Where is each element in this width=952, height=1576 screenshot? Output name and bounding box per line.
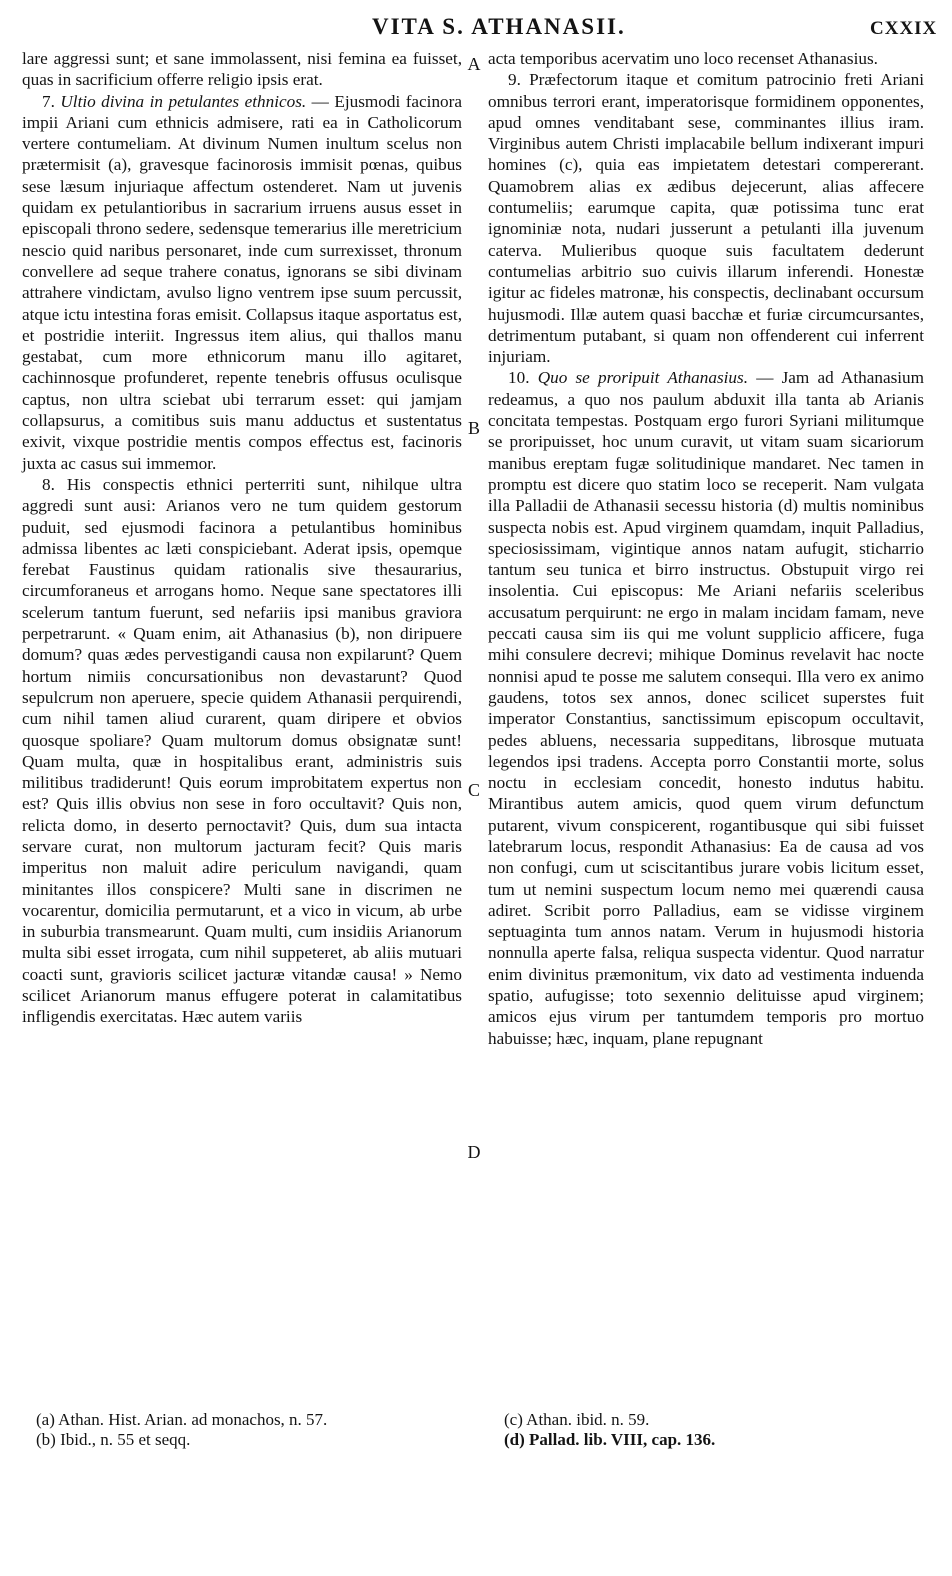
- paragraph-7: [22, 91, 462, 474]
- paragraph-body: — Jam ad Athanasium redeamus, a quo nos paulum abduxit illa tanta ab Arianis concitata tempestas. Postquam ergo furori Syriani militumque se proripuisset, hoc unum curavit, ut vitam suam sicariorum manibus ereptam fugæ solitudinique mandaret. Nec tamen in promptu est dicere quo statim loco se receperit. Nam vulgata illa Palladii de Athanasii secessu historia (d) multis nominibus suspecta nobis est. Apud virginem quamdam, inquit Palladius, speciosissimam, vigintique annos natam aufugit, sticharrio tantum seu tunica et birro instructus. Obstupuit virgo rei insolentia. Cui episcopus: Me Ariani nefariis sceleribus accusatum perquirunt: ne ergo in malam incidam famam, neve peccati causa sim iis qui me volunt supplicio afficere, fuga mihi consulere decrevi; mihique Dominus revelavit hac nocte nonnisi apud te posse me salutem consequi. Illa vero ex animo gaudens, totos sex annos, donec scilicet superstes fuit imperator Constantius, sanctissimum episcopum occultavit, pedes abluens, necessaria suppeditans, librosque mutuata legendos ipsi tradens. Accepta porro Constantii morte, solus noctu in ecclesiam concedit, honesto indutus habitu. Mirantibus autem amicis, quod quem virum defunctum putarent, vivum conspicerent, rogantibusque qui sibi fuisset latebrarum locus, respondit Athanasius: Ea de causa ad vos non confugi, cum ut sciscitantibus jurare vobis licitum esset, tum ut nemini suspectum locum nemo mei quærendi causa adiret. Scribit porro Palladius, eam se vidisse virginem septuaginta tum annos natam. Verum in hujusmodi historia nonnulla aperte falsa, reliqua suspecta videntur. Quod narratur enim divinitus præmonitum, vix dato ad vestimenta induenda spatio, aufugisse; toto sexennio delituisse apud virginem; amicos ejus virum per tantumdem temporis pro mortuo habuisse; hæc, inquam, plane repugnant: [488, 368, 924, 1048]
- margin-letter-a: A: [467, 54, 481, 74]
- footnotes-right: [504, 1410, 715, 1450]
- paragraph-9: 9. Præfectorum itaque et comitum patrocinio freti Ariani omnibus terrori erant, imperatorisque formidinem opponentes, apud omnes venditabant sese, comminantes illius iram. Virginibus autem Christi implacabile bellum indixerant impuri homines (c), quia eas impietatem detestari compererant. Quamobrem alias ex ædibus dejecerunt, alias affecere contumeliis; earumque capita, quæ potissima tunc erat ignominiæ nota, nudari jusserunt a petulanti illa juvenum caterva. Mulieribus quoque suis facultatem dederunt contumelias arbitrio suo cuivis illarum inferendi. Honestæ igitur ac fideles matronæ, his conspectis, declinabant occursum hujusmodi. Illæ autem quasi bacchæ et furiæ circumcursantes, detrimentum putabant, si quam non offenderent cui inferrent injuriam.: [488, 70, 924, 367]
- paragraph-number: 10.: [508, 368, 538, 388]
- footnote-b: (b) Ibid., n. 55 et seqq.: [36, 1430, 191, 1449]
- paragraph-number: 7.: [42, 91, 61, 111]
- page-header: [0, 12, 952, 52]
- section-heading: Ultio divina in petulantes ethnicos.: [60, 91, 307, 111]
- page-number: CXXIX: [870, 18, 938, 39]
- margin-letter-c: C: [467, 780, 480, 800]
- paragraph-body: — Ejusmodi facinora impii Ariani cum ethnicis admisere, rati ea in Catholicorum vertere contumeliam. At divinum Numen inultum scelus non prætermisit (a), gravesque facinorosis immisit pœnas, quibus sese læsum injuriaque affectum ostenderet. Nam ut juvenis quidam ex petulantioribus in sacrarium irruens ausus esset in episcopali throno sedere, sedensque temerarius ille meretricium nescio quid naribus personaret, inde cum surrexisset, thronum convellere ad seque trahere conatus, ignorans se sibi divinam attrahere vindictam, avulso ligno ventrem ipse suum percussit, atque ictu intestina foras emisit. Collapsus itaque asportatus est, et postridie interiit. Ingressus item alius, qui thallos manu gestabat, cum more ethnicorum manu illo agitaret, cachinnosque profunderet, repente tenebris offusus oculisque captus, non ultra sciebat ubi terrarum esset: qui jamjam collapsurus, a comitibus suis manu adductus et sustentatus exivit, vixque postridie mentis compos effectus est, facinoris juxta ac casus sui immemor.: [22, 91, 463, 473]
- section-heading: Quo se proripuit Athanasius.: [537, 368, 749, 388]
- paragraph-8: 8. His conspectis ethnici perterriti sunt, nihilque ultra aggredi sunt ausi: Arianos vero ne tum quidem gestorum puduit, sed ejusmodi facinora a petulantibus hominibus admissa libentes ac læti conspiciebant. Aderat ipsis, opemque ferebat Faustinus quidam rationalis sive thesaurarius, circumforaneus et arrogans homo. Neque sane spectatores illi scelerum tantum fuerunt, sed nefariis ipsi manibus graviora perpetrarunt. « Quam enim, ait Athanasius (b), non diripuere domum? quas ædes pervestigandi causa non expilarunt? Quem hortum nimiis concursationibus non devastarunt? Quod sepulcrum non aperuere, specie quidem Athanasii perquirendi, cum nihil tamen aliud curarent, quam diripere et obvios quosque spoliare? Quam multorum domus obsignatæ sunt! Quam multa, quæ in hospitalibus erant, administris suis militibus tradiderunt! Quis eorum improbitatem expertus non est? Quis illis obvius non sese in foro occultavit? Quis non, relicta domo, in deserto pernoctavit? Quis, dum sua intacta servare curat, non multorum jacturam fecit? Quis maris imperitus non maluit adire periculum navigandi, quam minitantes illos conspicere? Multi sane in discrimen ne vocarentur, domicilia permutarunt, et a vico in vicum, ab urbe in suburbia transmearunt. Quam multi, cum insidiis Arianorum multa sibi esset irrogata, cum nihil suppeteret, ab aliis mutuari coacti sunt, gravioris scilicet jacturæ vitandæ causa! » Nemo scilicet Arianorum manus effugere poterat in calamitatibus infligendis exercitatas. Hæc autem variis: [22, 474, 462, 1027]
- right-column: [488, 48, 924, 1049]
- running-title: VITA S. ATHANASII.: [372, 14, 626, 39]
- margin-letter-b: B: [467, 418, 480, 438]
- paragraph-continuation: acta temporibus acervatim uno loco recenset Athanasius.: [488, 49, 878, 68]
- footnote-d: (d) Pallad. lib. VIII, cap. 136.: [504, 1430, 716, 1449]
- paragraph-10: [488, 367, 924, 1049]
- margin-letter-d: D: [467, 1142, 481, 1162]
- footnotes-left: [36, 1410, 327, 1450]
- footnote-a: (a) Athan. Hist. Arian. ad monachos, n. 57.: [36, 1410, 328, 1429]
- left-column: [22, 48, 462, 1028]
- footnote-c: (c) Athan. ibid. n. 59.: [504, 1410, 650, 1429]
- paragraph-continuation: lare aggressi sunt; et sane immolassent, nisi femina ea fuisset, quas in sacrificium offerre religio ipsis erat.: [22, 49, 462, 90]
